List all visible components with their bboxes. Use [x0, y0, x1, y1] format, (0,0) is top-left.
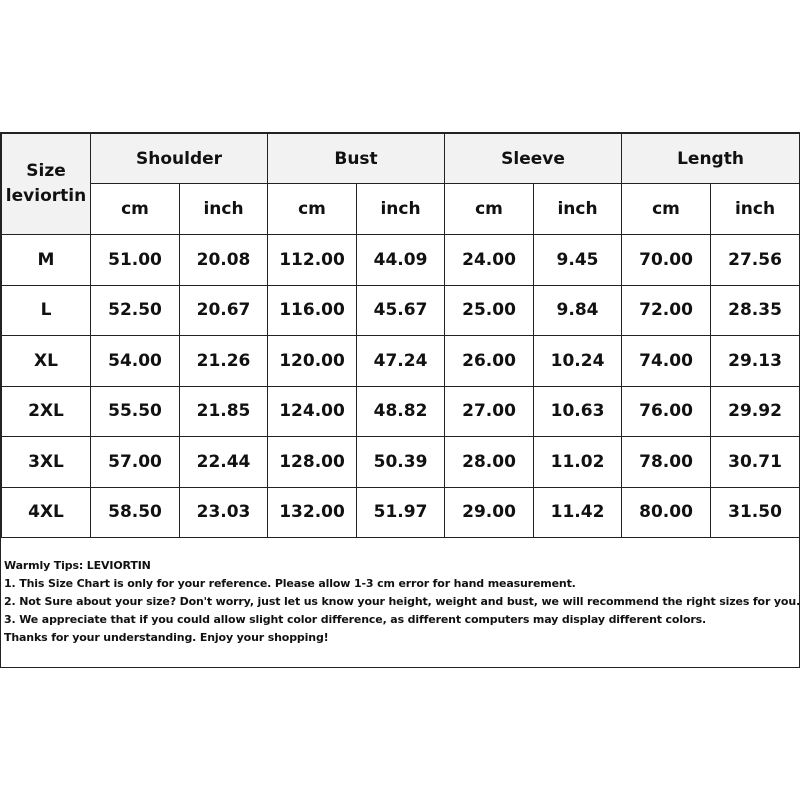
- table-row: [2, 386, 800, 437]
- unit-header: cm: [91, 184, 180, 235]
- value-cell: 70.00: [622, 235, 711, 286]
- value-cell: 124.00: [268, 386, 357, 437]
- value-cell: 57.00: [91, 437, 180, 488]
- tips-line-1: 1. This Size Chart is only for your reference. Please allow 1-3 cm error for hand measurement.: [4, 577, 576, 590]
- group-header-row: [2, 134, 800, 184]
- table-row: [2, 336, 800, 387]
- unit-header-row: [2, 184, 800, 235]
- value-cell: 51.00: [91, 235, 180, 286]
- value-cell: 51.97: [357, 487, 445, 538]
- unit-header: cm: [622, 184, 711, 235]
- value-cell: 52.50: [91, 285, 180, 336]
- value-cell: 55.50: [91, 386, 180, 437]
- value-cell: 25.00: [445, 285, 534, 336]
- value-cell: 78.00: [622, 437, 711, 488]
- value-cell: 44.09: [357, 235, 445, 286]
- value-cell: 112.00: [268, 235, 357, 286]
- size-header-line1: Size: [26, 161, 66, 181]
- value-cell: 27.56: [711, 235, 800, 286]
- group-header-shoulder: Shoulder: [91, 134, 268, 184]
- value-cell: 28.00: [445, 437, 534, 488]
- unit-header: cm: [268, 184, 357, 235]
- value-cell: 21.85: [180, 386, 268, 437]
- unit-header: inch: [180, 184, 268, 235]
- value-cell: 50.39: [357, 437, 445, 488]
- unit-header: inch: [711, 184, 800, 235]
- size-cell: 2XL: [2, 386, 91, 437]
- tips-line-3: 3. We appreciate that if you could allow slight color difference, as different computers may display different colors.: [4, 613, 707, 626]
- value-cell: 48.82: [357, 386, 445, 437]
- size-header-line2: leviortin: [5, 186, 87, 206]
- value-cell: 11.42: [534, 487, 622, 538]
- group-header-length: Length: [622, 134, 800, 184]
- size-table: [1, 133, 800, 538]
- table-row: [2, 487, 800, 538]
- value-cell: 27.00: [445, 386, 534, 437]
- tips-title: Warmly Tips: LEVIORTIN: [4, 559, 151, 572]
- value-cell: 9.84: [534, 285, 622, 336]
- value-cell: 31.50: [711, 487, 800, 538]
- value-cell: 54.00: [91, 336, 180, 387]
- value-cell: 132.00: [268, 487, 357, 538]
- value-cell: 80.00: [622, 487, 711, 538]
- value-cell: 20.67: [180, 285, 268, 336]
- value-cell: 11.02: [534, 437, 622, 488]
- size-cell: 3XL: [2, 437, 91, 488]
- value-cell: 128.00: [268, 437, 357, 488]
- value-cell: 116.00: [268, 285, 357, 336]
- value-cell: 28.35: [711, 285, 800, 336]
- value-cell: 72.00: [622, 285, 711, 336]
- value-cell: 10.24: [534, 336, 622, 387]
- table-row: [2, 285, 800, 336]
- value-cell: 29.00: [445, 487, 534, 538]
- value-cell: 29.92: [711, 386, 800, 437]
- value-cell: 24.00: [445, 235, 534, 286]
- size-cell: M: [2, 235, 91, 286]
- table-row: [2, 235, 800, 286]
- value-cell: 26.00: [445, 336, 534, 387]
- value-cell: 45.67: [357, 285, 445, 336]
- value-cell: 74.00: [622, 336, 711, 387]
- tips-block: [4, 557, 800, 647]
- tips-line-2: 2. Not Sure about your size? Don't worry, just let us know your height, weight and bust, we will recommend the right sizes for you.: [4, 595, 800, 608]
- table-row: [2, 437, 800, 488]
- value-cell: 58.50: [91, 487, 180, 538]
- value-cell: 120.00: [268, 336, 357, 387]
- value-cell: 47.24: [357, 336, 445, 387]
- unit-header: inch: [357, 184, 445, 235]
- value-cell: 23.03: [180, 487, 268, 538]
- value-cell: 21.26: [180, 336, 268, 387]
- size-column-header: [2, 134, 91, 235]
- size-cell: 4XL: [2, 487, 91, 538]
- unit-header: cm: [445, 184, 534, 235]
- group-header-sleeve: Sleeve: [445, 134, 622, 184]
- tips-closing: Thanks for your understanding. Enjoy your shopping!: [4, 631, 329, 644]
- group-header-bust: Bust: [268, 134, 445, 184]
- value-cell: 22.44: [180, 437, 268, 488]
- size-cell: XL: [2, 336, 91, 387]
- value-cell: 30.71: [711, 437, 800, 488]
- value-cell: 29.13: [711, 336, 800, 387]
- size-cell: L: [2, 285, 91, 336]
- value-cell: 76.00: [622, 386, 711, 437]
- value-cell: 10.63: [534, 386, 622, 437]
- size-chart: [0, 132, 800, 668]
- unit-header: inch: [534, 184, 622, 235]
- value-cell: 9.45: [534, 235, 622, 286]
- value-cell: 20.08: [180, 235, 268, 286]
